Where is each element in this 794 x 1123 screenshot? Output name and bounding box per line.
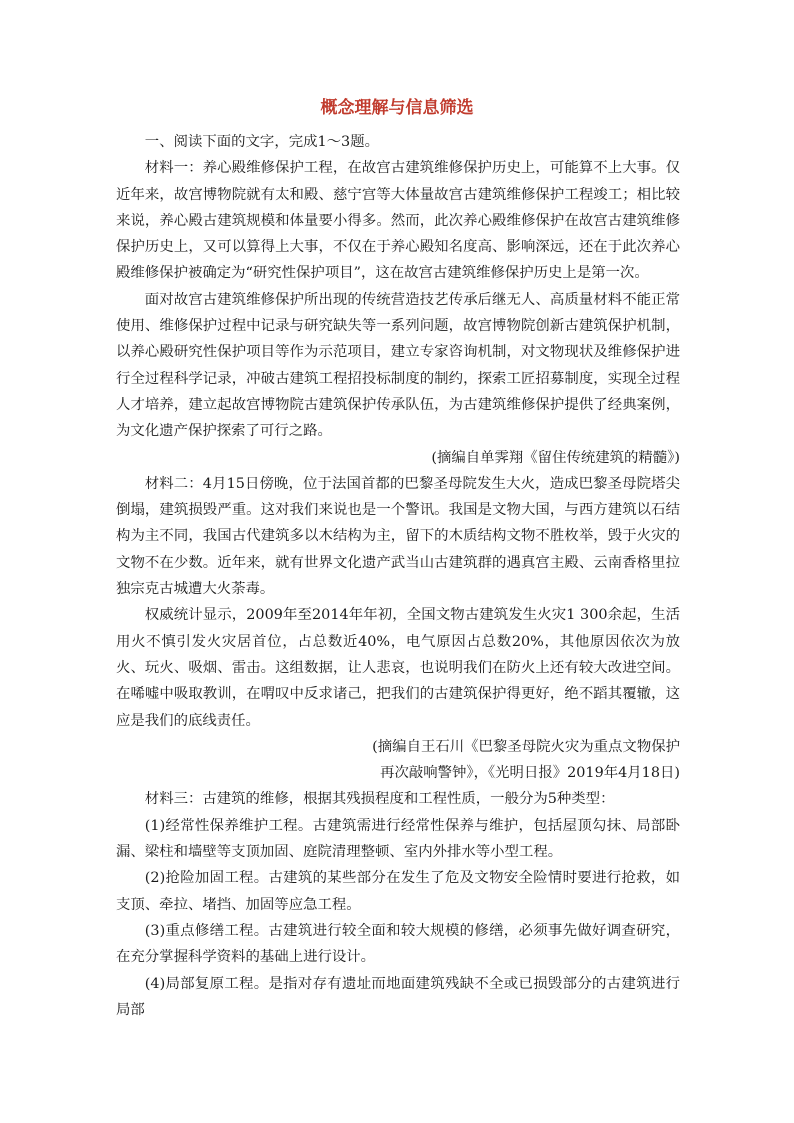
material1-paragraph-2: 面对故宫古建筑维修保护所出现的传统营造技艺传承后继无人、高质量材料不能正常使用、维修保护过程中记录与研究缺失等一系列问题，故宫博物院创新古建筑保护机制，以养心殿研究性保护项目等作为示范项目，建立专家咨询机制，对文物现状及维修保护进行全过程科学记录，冲破古建筑工程招投标制度的制约，探索工匠招募制度，实现全过程人才培养，建立起故宫博物院古建筑保护传承队伍，为古建筑维修保护提供了经典案例，为文化遗产保护探索了可行之路。 [116, 291, 680, 440]
document-body [116, 129, 680, 1023]
material3-item-1: (1)经常性保养维护工程。古建筑需进行经常性保养与维护，包括屋顶勾抹、局部卧漏、梁柱和墙壁等支顶加固、庭院清理整顿、室内外排水等小型工程。 [116, 817, 680, 861]
page-title: 概念理解与信息筛选 [320, 98, 474, 118]
material3-item-3: (3)重点修缮工程。古建筑进行较全面和较大规模的修缮，必须事先做好调查研究，在充分掌握科学资料的基础上进行设计。 [116, 922, 680, 966]
section-heading: 一、阅读下面的文字，完成1～3题。 [144, 134, 379, 150]
material2-paragraph-2: 权威统计显示，2009年至2014年年初，全国文物古建筑发生火灾1 300余起，生活用火不慎引发火灾居首位，占总数近40%，电气原因占总数20%，其他原因依次为放火、玩火、吸烟、雷击。这组数据，让人悲哀，也说明我们在防火上还有较大改进空间。在唏嘘中吸取教训，在喟叹中反求诸己，把我们的古建筑保护得更好，绝不蹈其覆辙，这应是我们的底线责任。 [116, 607, 680, 729]
material3-intro: 材料三：古建筑的维修，根据其残损程度和工程性质，一般分为5种类型： [144, 791, 615, 808]
material1-paragraph-1: 材料一：养心殿维修保护工程，在故宫古建筑维修保护历史上，可能算不上大事。仅近年来，故宫博物院就有太和殿、慈宁宫等大体量故宫古建筑维修保护工程竣工；相比较来说，养心殿古建筑规模和体量要小得多。然而，此次养心殿维修保护在故宫古建筑维修保护历史上，又可以算得上大事，不仅在于养心殿知名度高、影响深远，还在于此次养心殿维修保护被确定为“研究性保护项目”，这在故宫古建筑维修保护历史上是第一次。 [116, 160, 680, 282]
material2-source-line-1: (摘编自王石川《巴黎圣母院火灾为重点文物保护 [372, 738, 680, 755]
material2-source-line-2: 再次敲响警钟》，《光明日报》2019年4月18日) [380, 765, 680, 782]
material3-item-2: (2)抢险加固工程。古建筑的某些部分在发生了危及文物安全险情时要进行抢救，如支顶、牵拉、堵挡、加固等应急工程。 [116, 870, 680, 913]
material2-paragraph-1: 材料二：4月15日傍晚，位于法国首都的巴黎圣母院发生大火，造成巴黎圣母院塔尖倒塌，建筑损毁严重。这对我们来说也是一个警讯。我国是文物大国，与西方建筑以石结构为主不同，我国古代建筑多以木结构为主，留下的木质结构文物不胜枚举，毁于火灾的文物不在少数。近年来，就有世界文化遗产武当山古建筑群的遇真宫主殿、云南香格里拉独宗克古城遭大火荼毒。 [116, 475, 680, 598]
material1-source: (摘编自单霁翔《留住传统建筑的精髓》) [431, 449, 680, 466]
material3-item-4: (4)局部复原工程。是指对存有遗址而地面建筑残缺不全或已损毁部分的古建筑进行局部 [116, 975, 680, 1018]
